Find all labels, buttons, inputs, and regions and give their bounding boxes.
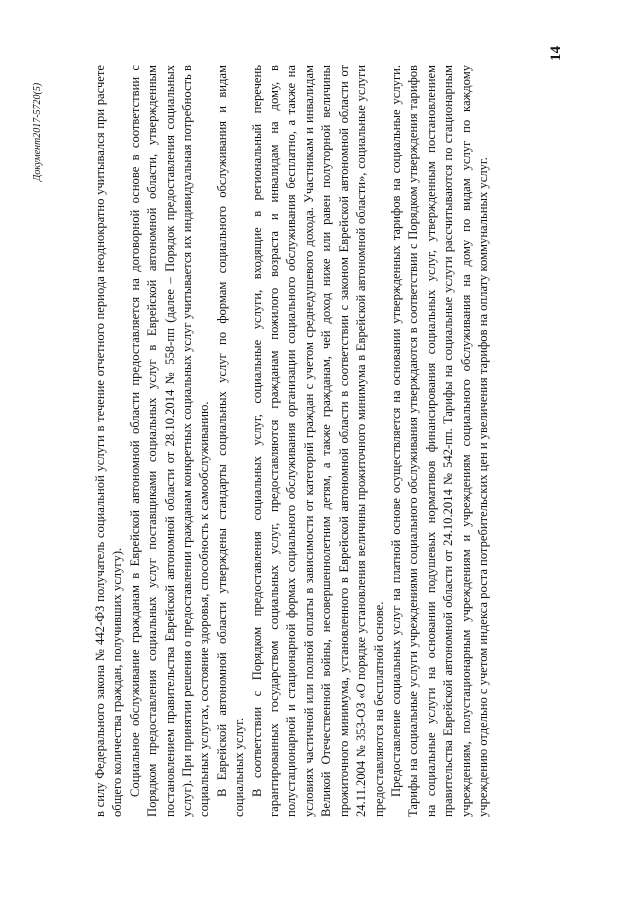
page-number: 14	[548, 46, 564, 61]
paragraph: Предоставление социальных услуг на платной основе осуществляется на основании утвержденных тарифов на социальные услуги. Тарифы на социальные услуги учреждениями социального обслуживания утверждаются в соответствии с Порядком утверждения тарифов на социальные услуги на основании подушевых нормативов финансирования социальных услуг, утвержденным постановлением правительства Еврейской автономной области от 24.10.2014 № 542-пп. Тарифы на социальные услуги рассчитываются по стационарным учреждениям, полустационарным учреждениям и учреждениям социального обслуживания на дому по видам услуг по каждому учреждению отдельно с учетом индекса роста потребительских цен и увеличения тарифов на оплату коммунальных услуг.	[388, 65, 490, 817]
paragraph: Социальное обслуживание гражданам в Еврейской автономной области предоставляется на договорной основе в соответствии с Порядком предоставления социальных услуг поставщиками социальных услуг в Еврейской автономной области, утвержденным постановлением правительства Еврейской автономной области от 28.10.2014 № 558-пп (далее – Порядок предоставления социальных услуг). При принятии решения о предоставлении гражданам конкретных социальных услуг учитывается их индивидуальная потребность в социальных услугах, состояние здоровья, способность к самообслуживанию.	[127, 65, 212, 817]
paragraph: в силу Федерального закона № 442-ФЗ получатель социальной услуги в течение отчетного периода неоднократно учитывался при расчете общего количества граждан, получивших услугу).	[93, 65, 125, 817]
document-code: Документ2017-5720(5)	[32, 82, 43, 181]
document-body	[92, 65, 492, 817]
paragraph: В Еврейской автономной области утверждены стандарты социальных услуг по формам социального обслуживания и видам социальных услуг.	[214, 65, 247, 817]
paragraph: В соответствии с Порядком предоставления социальных услуг, социальные услуги, входящие в региональный перечень гарантированных государством социальных услуг, предоставляются гражданам пожилого возраста и инвалидам на дому, в полустационарной и стационарной формах социального обслуживания организации социального обслуживания бесплатно, а также на условиях частичной или полной оплаты в зависимости от категорий граждан с учетом среднедушевого дохода. Участникам и инвалидам Великой Отечественной войны, несовершеннолетним детям, а также гражданам, чей доход ниже или равен полуторной величины прожиточного минимума, установленного в Еврейской автономной области в соответствии с законом Еврейской автономной области от 24.11.2004 № 353-ОЗ «О порядке установления величины прожиточного минимума в Еврейской автономной области», социальные услуги предоставляются на бесплатной основе.	[249, 65, 386, 817]
